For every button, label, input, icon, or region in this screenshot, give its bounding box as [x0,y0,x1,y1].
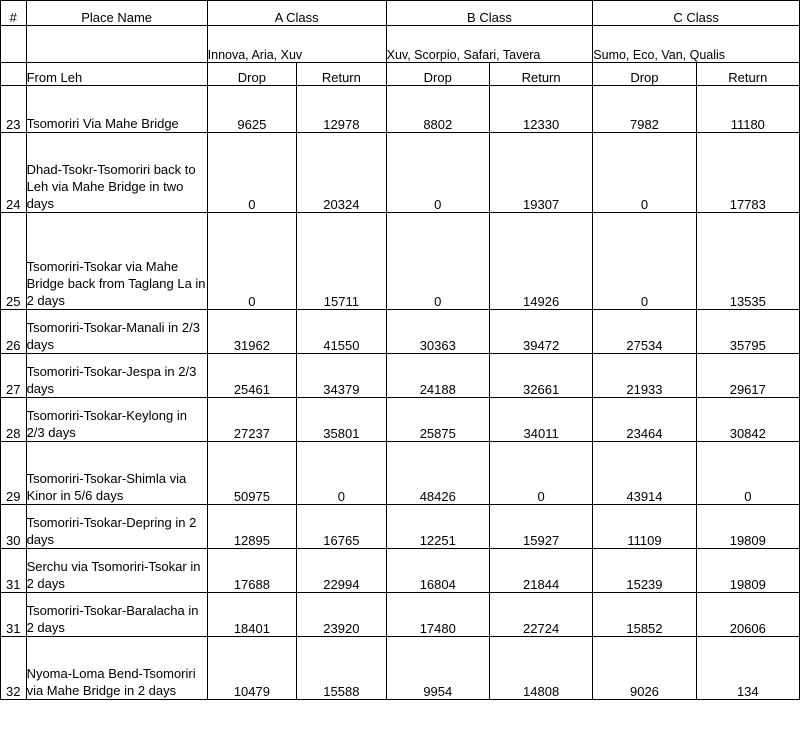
row-c-drop: 0 [593,133,696,213]
header-models-b: Xuv, Scorpio, Safari, Tavera [386,26,593,63]
row-c-drop: 15852 [593,593,696,637]
row-index: 24 [1,133,27,213]
table-row [1,213,800,310]
table-row [1,549,800,593]
row-b-drop: 24188 [386,354,489,398]
row-index: 31 [1,549,27,593]
header-a-drop: Drop [207,63,296,86]
header-c-drop: Drop [593,63,696,86]
row-a-drop: 31962 [207,310,296,354]
header-place-spacer [26,26,207,63]
row-c-return: 11180 [696,86,799,133]
row-place: Tsomoriri-Tsokar-Depring in 2 days [26,505,207,549]
row-place: Tsomoriri-Tsokar-Keylong in 2/3 days [26,398,207,442]
row-c-return: 17783 [696,133,799,213]
row-index: 31 [1,593,27,637]
header-index-spacer [1,26,27,63]
row-a-drop: 0 [207,133,296,213]
row-index: 28 [1,398,27,442]
row-b-drop: 48426 [386,442,489,505]
row-c-return: 19809 [696,505,799,549]
row-index: 23 [1,86,27,133]
row-a-return: 20324 [297,133,386,213]
row-c-drop: 11109 [593,505,696,549]
row-c-drop: 15239 [593,549,696,593]
row-a-drop: 10479 [207,637,296,700]
row-b-drop: 16804 [386,549,489,593]
row-a-return: 23920 [297,593,386,637]
row-c-drop: 7982 [593,86,696,133]
row-a-return: 15588 [297,637,386,700]
row-c-return: 13535 [696,213,799,310]
row-place: Tsomoriri Via Mahe Bridge [26,86,207,133]
row-c-return: 30842 [696,398,799,442]
row-c-return: 19809 [696,549,799,593]
row-index: 32 [1,637,27,700]
row-c-return: 29617 [696,354,799,398]
row-b-return: 12330 [489,86,592,133]
header-b-return: Return [489,63,592,86]
row-b-drop: 17480 [386,593,489,637]
row-b-drop: 0 [386,213,489,310]
header-class-a: A Class [207,1,386,26]
row-place: Nyoma-Loma Bend-Tsomoriri via Mahe Bridge in 2 days [26,637,207,700]
row-c-drop: 43914 [593,442,696,505]
table-body [1,86,800,700]
row-c-drop: 9026 [593,637,696,700]
row-b-drop: 30363 [386,310,489,354]
row-place: Serchu via Tsomoriri-Tsokar in 2 days [26,549,207,593]
row-c-return: 134 [696,637,799,700]
row-a-drop: 50975 [207,442,296,505]
row-index: 26 [1,310,27,354]
table-row [1,505,800,549]
row-b-return: 21844 [489,549,592,593]
row-index: 25 [1,213,27,310]
row-b-return: 19307 [489,133,592,213]
header-class-b: B Class [386,1,593,26]
row-index: 27 [1,354,27,398]
row-b-return: 32661 [489,354,592,398]
row-a-drop: 0 [207,213,296,310]
table-row [1,398,800,442]
row-place: Tsomoriri-Tsokar-Shimla via Kinor in 5/6 days [26,442,207,505]
row-b-drop: 25875 [386,398,489,442]
row-c-drop: 0 [593,213,696,310]
header-a-return: Return [297,63,386,86]
row-place: Tsomoriri-Tsokar via Mahe Bridge back from Taglang La in 2 days [26,213,207,310]
header-index-spacer-2 [1,63,27,86]
row-b-return: 39472 [489,310,592,354]
row-b-drop: 8802 [386,86,489,133]
table-row [1,593,800,637]
table-row [1,354,800,398]
row-a-return: 12978 [297,86,386,133]
row-b-drop: 12251 [386,505,489,549]
row-place: Tsomoriri-Tsokar-Manali in 2/3 days [26,310,207,354]
row-a-drop: 12895 [207,505,296,549]
row-b-return: 34011 [489,398,592,442]
header-index: # [1,1,27,26]
row-a-drop: 17688 [207,549,296,593]
row-place: Tsomoriri-Tsokar-Baralacha in 2 days [26,593,207,637]
row-place: Tsomoriri-Tsokar-Jespa in 2/3 days [26,354,207,398]
table-row [1,133,800,213]
row-a-return: 15711 [297,213,386,310]
row-a-return: 34379 [297,354,386,398]
header-row-classes [1,1,800,26]
row-place: Dhad-Tsokr-Tsomoriri back to Leh via Mahe Bridge in two days [26,133,207,213]
row-a-return: 16765 [297,505,386,549]
header-place-name: Place Name [26,1,207,26]
header-row-models [1,26,800,63]
header-c-return: Return [696,63,799,86]
row-b-return: 14926 [489,213,592,310]
row-a-return: 35801 [297,398,386,442]
row-index: 29 [1,442,27,505]
header-models-a: Innova, Aria, Xuv [207,26,386,63]
row-b-return: 22724 [489,593,592,637]
row-a-return: 41550 [297,310,386,354]
row-b-return: 14808 [489,637,592,700]
table-row [1,637,800,700]
row-b-return: 0 [489,442,592,505]
row-b-drop: 0 [386,133,489,213]
row-c-return: 0 [696,442,799,505]
row-a-return: 22994 [297,549,386,593]
row-a-return: 0 [297,442,386,505]
row-a-drop: 27237 [207,398,296,442]
header-models-c: Sumo, Eco, Van, Qualis [593,26,800,63]
header-row-subcols [1,63,800,86]
header-b-drop: Drop [386,63,489,86]
row-c-drop: 23464 [593,398,696,442]
row-c-return: 35795 [696,310,799,354]
row-index: 30 [1,505,27,549]
row-a-drop: 25461 [207,354,296,398]
row-b-drop: 9954 [386,637,489,700]
row-c-drop: 21933 [593,354,696,398]
row-a-drop: 9625 [207,86,296,133]
table-row [1,310,800,354]
row-c-drop: 27534 [593,310,696,354]
header-from-leh: From Leh [26,63,207,86]
header-class-c: C Class [593,1,800,26]
row-b-return: 15927 [489,505,592,549]
row-c-return: 20606 [696,593,799,637]
row-a-drop: 18401 [207,593,296,637]
table-row [1,442,800,505]
table-row [1,86,800,133]
table-header [1,1,800,86]
